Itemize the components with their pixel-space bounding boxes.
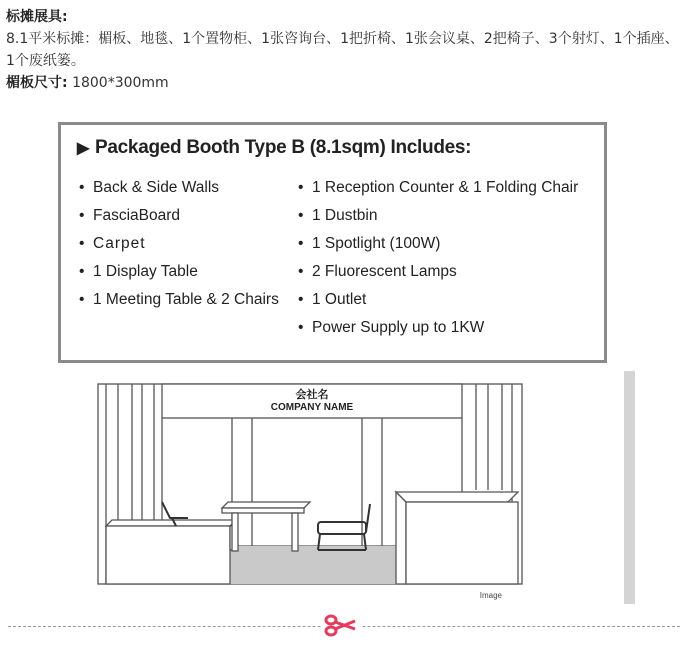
list-item: • 1 Meeting Table & 2 Chairs <box>79 291 279 308</box>
fascia-cn-text: 会社名 <box>295 388 329 401</box>
equipment-list: 8.1平米标摊：楣板、地毯、1个置物柜、1张咨询台、1把折椅、1张会议桌、2把椅子、3个射灯、1个插座、1个废纸篓。 <box>6 31 679 69</box>
bullet-icon: • <box>298 207 304 224</box>
bullet-icon: • <box>79 291 85 308</box>
reception-counter <box>106 520 236 584</box>
package-right-list <box>298 179 578 347</box>
list-item: • 1 Reception Counter & 1 Folding Chair <box>298 179 579 196</box>
list-item: • Back & Side Walls <box>79 179 220 196</box>
fascia-en-text: COMPANY NAME <box>270 402 354 413</box>
list-item: • Carpet <box>79 235 146 252</box>
equipment-heading-line <box>6 6 682 28</box>
booth-illustration <box>92 378 532 606</box>
bullet-icon: • <box>79 235 85 252</box>
fascia-size-label: 楣板尺寸: <box>6 75 68 91</box>
list-item: • FasciaBoard <box>79 207 181 224</box>
bullet-icon: • <box>298 263 304 280</box>
document-text <box>6 6 682 94</box>
bullet-icon: • <box>298 235 304 252</box>
bullet-icon: • <box>298 179 304 196</box>
bullet-icon: • <box>79 179 85 196</box>
triangle-right-icon: ▶ <box>77 140 90 157</box>
bullet-icon: • <box>298 319 304 336</box>
scrollbar-strip <box>624 371 635 604</box>
list-item: • 1 Dustbin <box>298 207 378 224</box>
package-title <box>77 137 471 159</box>
meeting-table <box>222 502 310 551</box>
fascia-size-value: 1800*300mm <box>72 75 169 91</box>
list-item: • 2 Fluorescent Lamps <box>298 263 457 280</box>
bullet-icon: • <box>298 291 304 308</box>
package-title-text: Packaged Booth Type B (8.1sqm) Includes: <box>95 137 472 158</box>
fascia-size-line <box>6 72 682 94</box>
equipment-heading: 标摊展具: <box>6 9 68 25</box>
package-info-box <box>58 122 607 363</box>
bullet-icon: • <box>79 263 85 280</box>
list-item: • Power Supply up to 1KW <box>298 319 485 336</box>
bullet-icon: • <box>79 207 85 224</box>
list-item: • 1 Spotlight (100W) <box>298 235 441 252</box>
scissors-icon <box>321 612 361 638</box>
package-left-list <box>79 179 279 319</box>
display-table <box>396 492 518 584</box>
carpet <box>222 546 408 584</box>
list-item: • 1 Outlet <box>298 291 367 308</box>
list-item: • 1 Display Table <box>79 263 198 280</box>
image-caption: Image <box>479 591 502 600</box>
